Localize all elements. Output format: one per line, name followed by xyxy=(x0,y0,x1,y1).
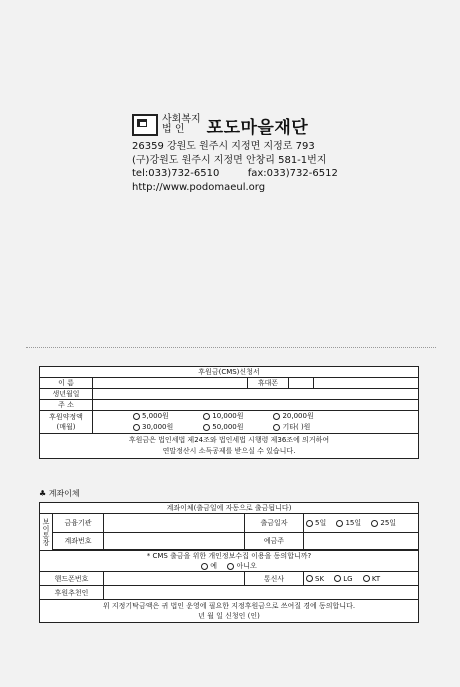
fax: fax:033)732-6512 xyxy=(247,168,338,179)
passbook-side-label: 보이통장 xyxy=(40,514,53,551)
day-5-radio[interactable] xyxy=(306,520,313,527)
amount-20000: 20,000원 xyxy=(282,412,314,420)
day-25: 25일 xyxy=(380,519,397,527)
day-15-radio[interactable] xyxy=(336,520,343,527)
final-consent xyxy=(40,600,419,623)
tax-notice xyxy=(40,434,419,459)
address-line-2: (구)강원도 원주시 지정면 안창리 581-1번지 xyxy=(132,154,327,166)
address-label: 주 소 xyxy=(40,400,93,411)
consent-no: 아니오 xyxy=(236,562,257,570)
amount-other: 기타( )원 xyxy=(282,423,311,431)
mobile-label: 핸드폰번호 xyxy=(40,572,104,586)
withdraw-day-label: 출금일자 xyxy=(245,514,304,533)
carrier-kt-radio[interactable] xyxy=(363,575,370,582)
org-type-line1: 사회복지 xyxy=(162,114,201,125)
amount-sub: (매월) xyxy=(56,423,76,431)
carrier-sk-radio[interactable] xyxy=(306,575,313,582)
logo-icon xyxy=(132,114,158,136)
birth-label: 생년월일 xyxy=(40,389,93,400)
consent-yes-radio[interactable] xyxy=(201,563,208,570)
org-type xyxy=(162,115,201,135)
day-15: 15일 xyxy=(345,519,362,527)
amount-5000-radio[interactable] xyxy=(133,413,140,420)
institution-field[interactable] xyxy=(104,514,245,533)
amount-20000-radio[interactable] xyxy=(273,413,280,420)
carrier-lg: LG xyxy=(343,574,353,583)
contact-line xyxy=(132,167,338,181)
amount-30000-radio[interactable] xyxy=(133,424,140,431)
withdraw-day-options xyxy=(304,514,419,533)
consent-row xyxy=(40,551,419,572)
phone-field[interactable] xyxy=(289,378,314,389)
phone-label: 휴대폰 xyxy=(248,378,289,389)
holder-field[interactable] xyxy=(304,533,419,550)
amount-10000-radio[interactable] xyxy=(203,413,210,420)
amount-other-radio[interactable] xyxy=(273,424,280,431)
amount-10000: 10,000원 xyxy=(212,412,244,420)
amount-50000: 50,000원 xyxy=(212,423,244,431)
consent-question: * CMS 출금을 위한 개인정보수집 이용을 동의합니까? xyxy=(146,552,312,560)
amount-label-cell xyxy=(40,411,93,434)
account-field[interactable] xyxy=(104,533,245,550)
carrier-lg-radio[interactable] xyxy=(334,575,341,582)
carrier-sk: SK xyxy=(315,574,325,583)
carrier-kt: KT xyxy=(371,574,381,583)
amount-5000: 5,000원 xyxy=(142,412,169,420)
consent-yes: 예 xyxy=(210,562,217,570)
day-5: 5일 xyxy=(315,519,327,527)
tax-notice-2: 연말정산시 소득공제를 받으실 수 있습니다. xyxy=(162,447,296,455)
name-field[interactable] xyxy=(93,378,248,389)
mobile-field[interactable] xyxy=(104,572,245,586)
name-label: 이 름 xyxy=(40,378,93,389)
website-link[interactable]: http://www.podomaeul.org xyxy=(132,181,266,193)
phone-field-extra[interactable] xyxy=(314,378,419,389)
tax-notice-1: 후원금은 법인세법 제24조와 법인세법 시행령 제36조에 의거하여 xyxy=(128,436,330,444)
amount-30000: 30,000원 xyxy=(142,423,174,431)
consent-no-radio[interactable] xyxy=(227,563,234,570)
org-header xyxy=(132,112,338,194)
holder-label: 예금주 xyxy=(245,533,304,550)
application-title: 후원금(CMS)신청서 xyxy=(40,367,419,378)
amount-options xyxy=(93,411,419,434)
day-25-radio[interactable] xyxy=(371,520,378,527)
amount-row-1 xyxy=(133,411,416,422)
institution-label: 금융기관 xyxy=(53,514,104,533)
sponsor-field[interactable] xyxy=(104,586,419,600)
carrier-options xyxy=(304,572,419,586)
birth-field[interactable] xyxy=(93,389,419,400)
org-type-line2: 법 인 xyxy=(162,124,185,135)
tel: tel:033)732-6510 xyxy=(132,168,220,179)
logo-row xyxy=(132,112,338,138)
org-name: 포도마을재단 xyxy=(206,117,309,138)
amount-row-2 xyxy=(133,422,416,433)
amount-label: 후원약정액 xyxy=(49,413,83,421)
application-form xyxy=(39,366,419,459)
final-consent-text: 위 지정기탁금액은 귀 법인 운영에 필요한 지정후원금으로 쓰여질 경에 동의합니다. xyxy=(102,602,356,610)
bank-title: 계좌이체(출금일에 자동으로 출금됩니다) xyxy=(40,503,419,514)
carrier-label: 통신사 xyxy=(245,572,304,586)
address-field[interactable] xyxy=(93,400,419,411)
cut-line xyxy=(26,347,436,348)
amount-50000-radio[interactable] xyxy=(203,424,210,431)
bank-transfer-form xyxy=(39,502,419,623)
address-line-1: 26359 강원도 원주시 지정면 지정로 793 xyxy=(132,141,315,152)
account-label: 계좌번호 xyxy=(53,533,104,550)
bank-section-title: ♣ 계좌이체 xyxy=(39,489,80,498)
sponsor-label: 후원추천인 xyxy=(40,586,104,600)
signature-line: 년 월 일 신청인 (인) xyxy=(198,612,260,620)
